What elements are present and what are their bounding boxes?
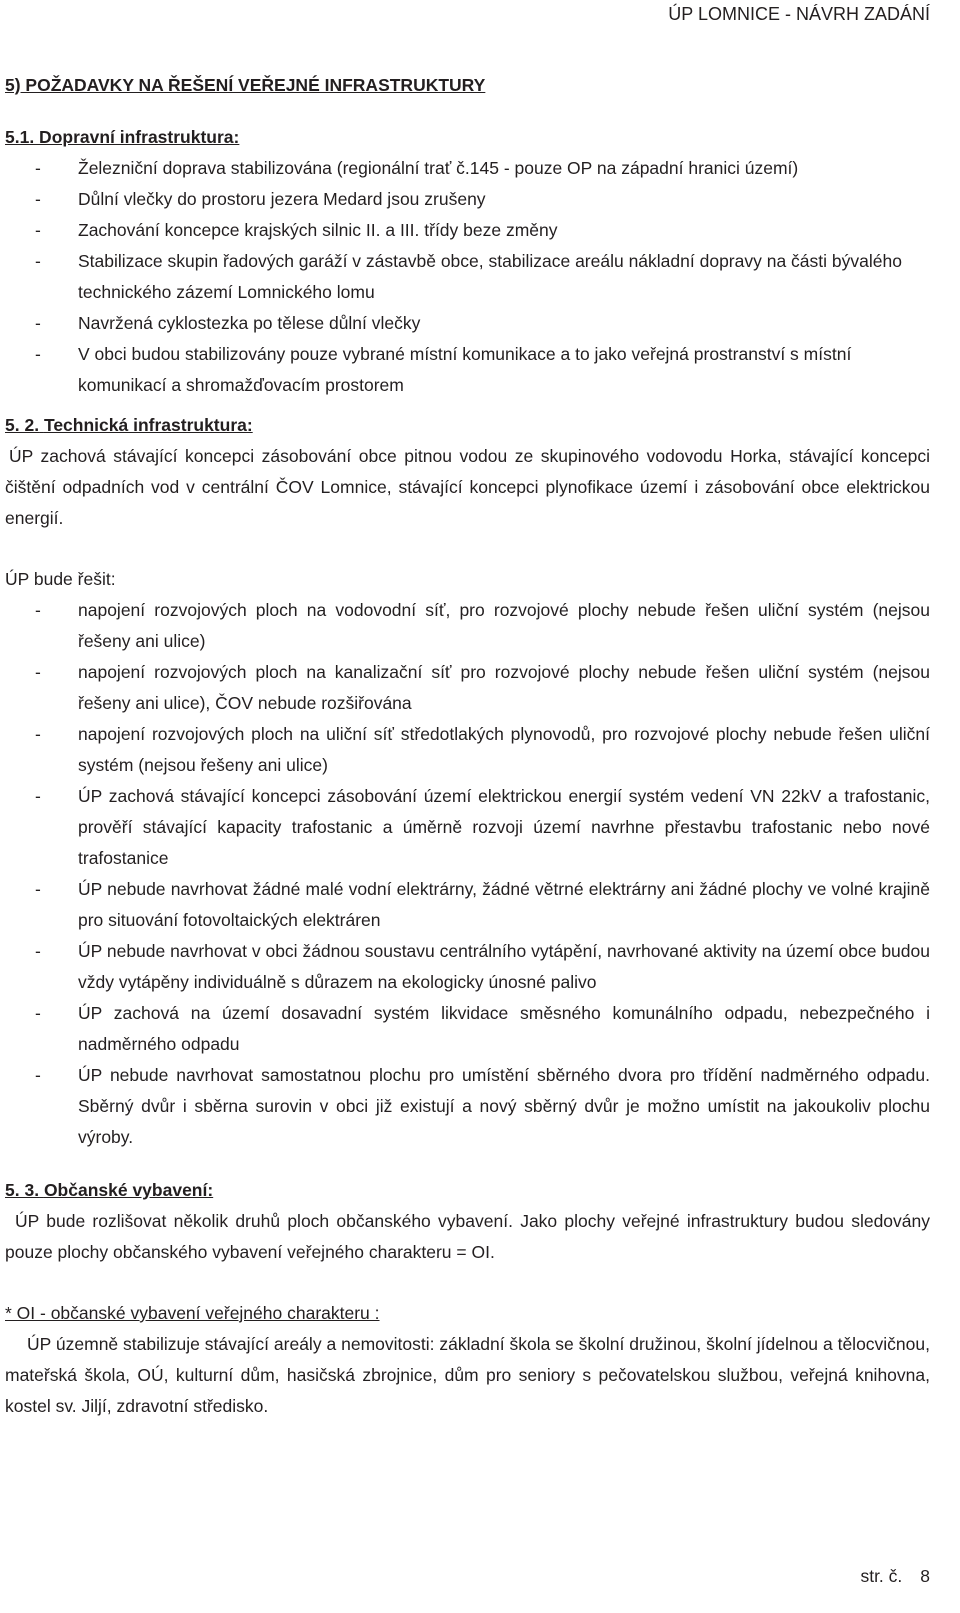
transport-list — [5, 153, 930, 401]
list-item: - ÚP nebude navrhovat žádné malé vodní elektrárny, žádné větrné elektrárny ani žádné plochy ve volné krajině pro situování fotovoltaických elektráren — [5, 874, 930, 936]
oi-title: * OI - občanské vybavení veřejného charakteru : — [5, 1303, 380, 1323]
technical-list — [5, 595, 930, 1153]
subsection-label: Technická infrastruktura: — [43, 415, 253, 435]
technical-intro: ÚP zachová stávající koncepci zásobování obce pitnou vodou ze skupinového vodovodu Horka, stávající koncepci čištění odpadních vod v centrální ČOV Lomnice, stávající koncepci plynofikace území i zásobování obce elektrickou energií. — [5, 446, 930, 528]
list-item: - V obci budou stabilizovány pouze vybrané místní komunikace a to jako veřejná prostranství s místní komunikací a shromažďovacím prostorem — [5, 339, 930, 401]
subsection-title-civic — [5, 1175, 930, 1206]
list-item: - Navržená cyklostezka po tělese důlní vlečky — [5, 308, 930, 339]
subsection-number: 5. 2. — [5, 415, 40, 435]
civic-intro: ÚP bude rozlišovat několik druhů ploch občanského vybavení. Jako plochy veřejné infrastruktury budou sledovány pouze plochy občanského vybavení veřejného charakteru = OI. — [5, 1211, 930, 1262]
section-title: 5) POŽADAVKY NA ŘEŠENÍ VEŘEJNÉ INFRASTRUKTURY — [5, 75, 486, 95]
page-number: 8 — [920, 1566, 930, 1586]
subsection-title-technical — [5, 410, 930, 441]
technical-lead: ÚP bude řešit: — [5, 569, 116, 589]
list-item: - Stabilizace skupin řadových garáží v zástavbě obce, stabilizace areálu nákladní dopravy na části bývalého technického zázemí Lomnického lomu — [5, 246, 930, 308]
list-item: - ÚP zachová na území dosavadní systém likvidace směsného komunálního odpadu, nebezpečného i nadměrného odpadu — [5, 998, 930, 1060]
list-item: - Zachování koncepce krajských silnic II. a III. třídy beze změny — [5, 215, 930, 246]
document-body — [5, 70, 930, 1422]
page-footer — [860, 1566, 930, 1587]
list-item: - ÚP nebude navrhovat samostatnou plochu pro umístění sběrného dvora pro třídění nadměrného odpadu. Sběrný dvůr i sběrna surovin v obci již existují a nový sběrný dvůr je možno umístit na jakoukoliv plochu výroby. — [5, 1060, 930, 1153]
list-item: - Železniční doprava stabilizována (regionální trať č.145 - pouze OP na západní hranici území) — [5, 153, 930, 184]
list-item: - ÚP zachová stávající koncepci zásobování území elektrickou energií systém vedení VN 22kV a trafostanic, prověří stávající kapacity trafostanic a úměrně rozvoji území navrhne přestavbu trafostanic nebo nové trafostanice — [5, 781, 930, 874]
subsection-title-transport: 5.1. Dopravní infrastruktura: — [5, 127, 240, 147]
list-item: - ÚP nebude navrhovat v obci žádnou soustavu centrálního vytápění, navrhované aktivity na území obce budou vždy vytápěny individuálně s důrazem na ekologicky únosné palivo — [5, 936, 930, 998]
list-item: - napojení rozvojových ploch na kanalizační síť pro rozvojové plochy nebude řešen uliční systém (nejsou řešeny ani ulice), ČOV nebude rozšiřována — [5, 657, 930, 719]
list-item: - napojení rozvojových ploch na vodovodní síť, pro rozvojové plochy nebude řešen uliční systém (nejsou řešeny ani ulice) — [5, 595, 930, 657]
subsection-number: 5. 3. — [5, 1180, 40, 1200]
oi-text: ÚP územně stabilizuje stávající areály a nemovitosti: základní škola se školní družinou, školní jídelnou a tělocvičnou, mateřská škola, OÚ, kulturní dům, hasičská zbrojnice, dům pro seniory s pečovatelskou službou, veřejná knihovna, kostel sv. Jiljí, zdravotní středisko. — [5, 1334, 930, 1416]
list-item: - napojení rozvojových ploch na uliční síť středotlakých plynovodů, pro rozvojové plochy nebude řešen uliční systém (nejsou řešeny ani ulice) — [5, 719, 930, 781]
subsection-label: Občanské vybavení: — [43, 1180, 214, 1200]
page-label: str. č. — [860, 1566, 903, 1586]
document-header: ÚP LOMNICE - NÁVRH ZADÁNÍ — [668, 4, 930, 24]
list-item: - Důlní vlečky do prostoru jezera Medard jsou zrušeny — [5, 184, 930, 215]
